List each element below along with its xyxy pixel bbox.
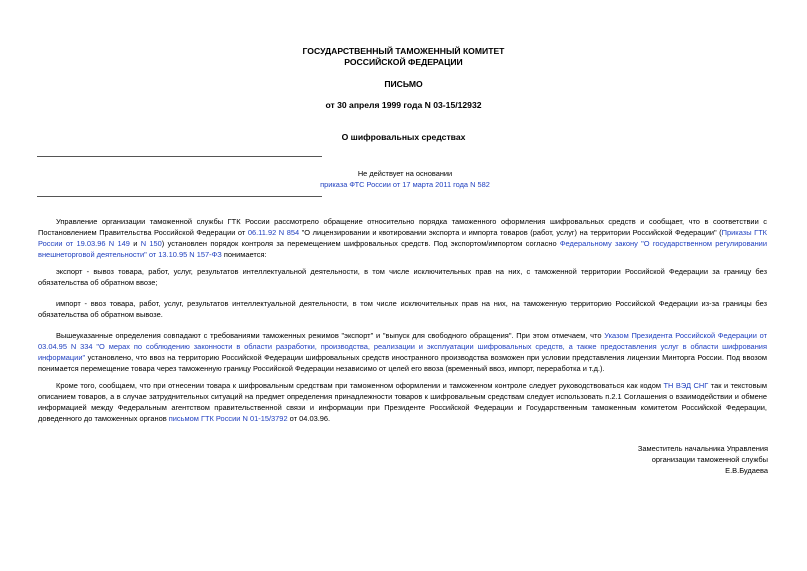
org-name-line2: РОССИЙСКОЙ ФЕДЕРАЦИИ <box>344 57 463 67</box>
status-note <box>300 168 510 190</box>
status-note-link[interactable]: приказа ФТС России от 17 марта 2011 года N 582 <box>320 180 490 189</box>
paragraph-text: Кроме того, сообщаем, что при отнесении товара к шифровальным средствам при таможенном оформлении и таможенном контроле следует руководствоваться как кодом <box>56 381 664 390</box>
paragraph <box>38 330 767 374</box>
paragraph <box>38 216 767 260</box>
document-link[interactable]: Приказы ГТК России от 19.03.96 N 149 <box>38 228 767 249</box>
signature-department: организации таможенной службы <box>651 455 768 464</box>
signature-block <box>568 443 768 476</box>
document-link[interactable]: письмом ГТК России N 01-15/3792 <box>168 414 288 424</box>
paragraph-text: Управление организации таможенной службы ГТК России рассмотрело обращение относительно порядка таможенного оформления шифровальных средств и сообщает, что в соответствии с Постановлением Правительства Российской Федерации от <box>38 217 767 238</box>
document-link[interactable]: Указом Президента Российской Федерации от 03.04.95 N 334 "О мерах по соблюдению законности в области разработки, производства, реализации и эксплуатации шифровальных средств, а также предоставления услуг в области шифрования информации" <box>38 331 767 363</box>
status-note-text: Не действует на основании <box>357 169 453 178</box>
signature-position: Заместитель начальника Управления <box>637 444 768 453</box>
divider-top <box>37 156 322 157</box>
paragraph-text: импорт - ввоз товара, работ, услуг, результатов интеллектуальной деятельности, в том числе исключительных прав на них, на таможенную территорию Российской Федерации из-за границы без обязательства об обратном вывозе. <box>38 299 767 320</box>
paragraph-text: от 04.03.96. <box>287 414 331 424</box>
document-link[interactable]: ТН ВЭД СНГ <box>663 381 709 390</box>
paragraph-text: Вышеуказанные определения совпадают с требованиями таможенных режимов "экспорт" и "выпуск для свободного обращения". При этом отмечаем, что <box>56 331 605 340</box>
document-link[interactable]: N 150 <box>140 239 162 249</box>
document-subject: О шифровальных средствах <box>341 132 466 142</box>
paragraph <box>38 298 767 320</box>
paragraph-text: так и текстовым описанием товаров, а в случае затруднительных ситуаций на предмет определения принадлежности товаров к шифровальным средствам следует использовать п.2.1 Соглашения о взаимодействии и обмене информацией между Федеральным агентством правительственной связи и информации при Президенте Российской Федерации и Государственным таможенным комитетом Российской Федерации, доведенного до таможенных органов <box>38 381 767 424</box>
paragraph <box>38 380 767 424</box>
paragraph-text: и <box>129 239 141 249</box>
document-link[interactable]: Федеральному закону "О государственном регулировании внешнеторговой деятельности" от 13.10.95 N 157-ФЗ <box>38 239 767 260</box>
org-name-line1: ГОСУДАРСТВЕННЫЙ ТАМОЖЕННЫЙ КОМИТЕТ <box>302 46 505 56</box>
paragraph-text: ) установлен порядок контроля за перемещением шифровальных средств. Под экспортом/импортом согласно <box>161 239 560 249</box>
signature-name: Е.В.Будаева <box>725 466 768 475</box>
paragraph-text: установлено, что ввоз на территорию Российской Федерации шифровальных средств иностранного производства возможен при условии представления лицензии Минторга России. Под ввозом понимается перемещение товара через таможенную границу Российской Федерации независимо от целей его ввоза (временный ввоз, импорт, переработка и т.д.). <box>38 353 767 374</box>
divider-bottom <box>37 196 322 197</box>
paragraph <box>38 266 767 288</box>
document-type: ПИСЬМО <box>384 79 423 89</box>
document-date-number: от 30 апреля 1999 года N 03-15/12932 <box>325 100 482 110</box>
paragraph-text: экспорт - вывоз товара, работ, услуг, результатов интеллектуальной деятельности, в том числе исключительных прав на них, с таможенной территории Российской Федерации за границу без обязательства об обратном ввозе; <box>38 267 767 288</box>
paragraph-text: понимается: <box>221 250 267 260</box>
paragraph-text: "О лицензировании и квотировании экспорта и импорта товаров (работ, услуг) на территории Российской Федерации" ( <box>299 228 722 238</box>
document-link[interactable]: 06.11.92 N 854 <box>247 228 300 238</box>
